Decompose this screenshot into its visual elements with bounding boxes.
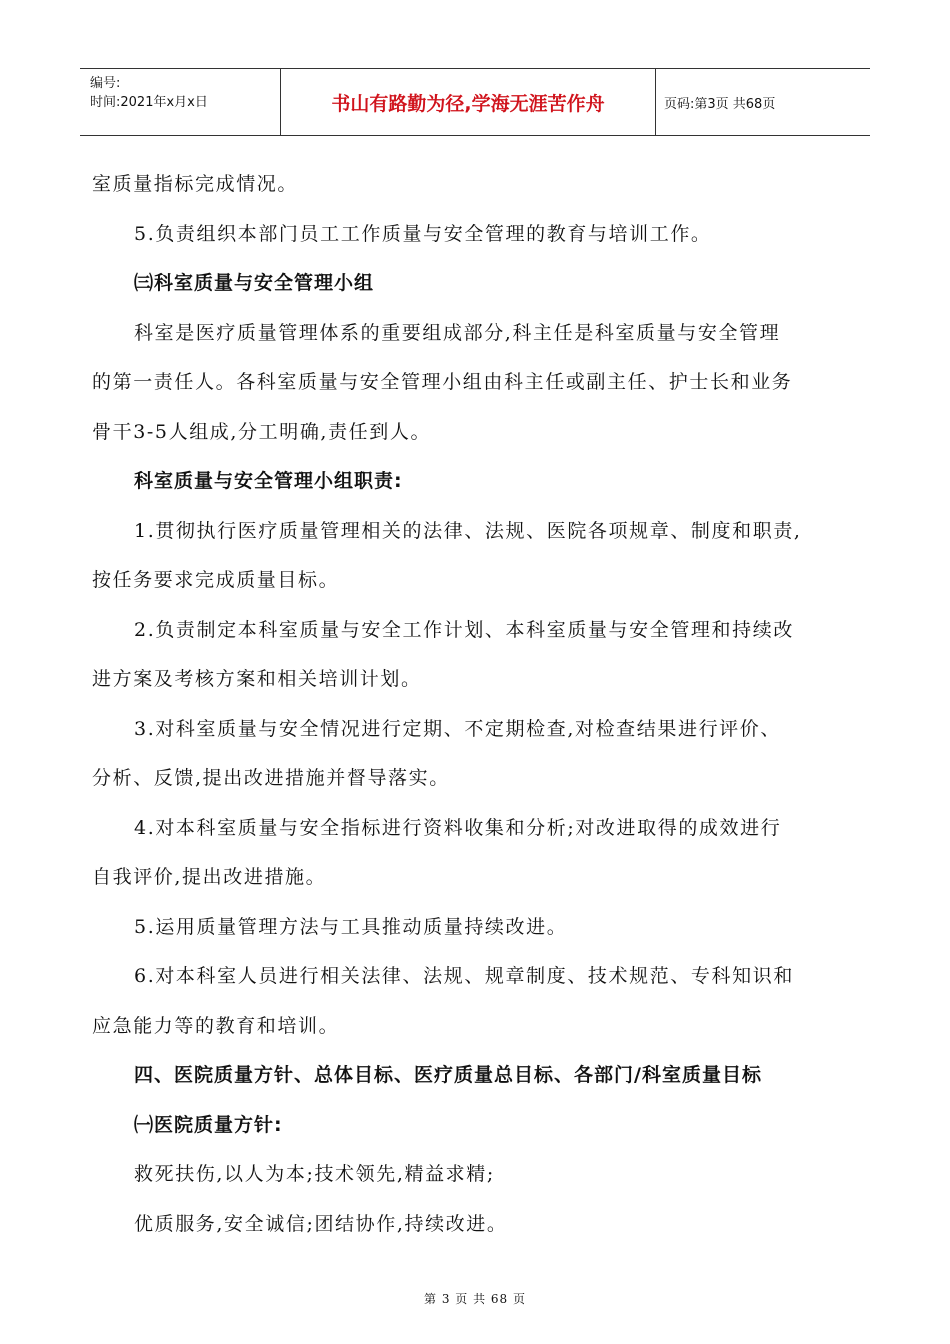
paragraph-line: 救死扶伤,以人为本;技术领先,精益求精;: [134, 1163, 495, 1185]
paragraph-line: 骨干3-5人组成,分工明确,责任到人。: [92, 420, 432, 443]
page-header: [80, 68, 870, 136]
section-heading: 科室质量与安全管理小组职责:: [134, 470, 403, 492]
paragraph-line: 1.贯彻执行医疗质量管理相关的法律、法规、医院各项规章、制度和职责,: [134, 519, 802, 542]
paragraph-line: 3.对科室质量与安全情况进行定期、不定期检查,对检查结果进行评价、: [134, 717, 781, 740]
header-motto: 书山有路勤为径,学海无涯苦作舟: [281, 69, 656, 135]
paragraph-line: 6.对本科室人员进行相关法律、法规、规章制度、技术规范、专科知识和: [134, 965, 794, 987]
section-heading: 四、医院质量方针、总体目标、医疗质量总目标、各部门/科室质量目标: [134, 1064, 762, 1086]
paragraph-line: 按任务要求完成质量目标。: [92, 569, 340, 591]
section-heading: ㈠医院质量方针:: [134, 1113, 283, 1136]
paragraph-line: 应急能力等的教育和培训。: [92, 1014, 340, 1037]
paragraph-line: 进方案及考核方案和相关培训计划。: [92, 668, 422, 690]
paragraph-line: 的第一责任人。各科室质量与安全管理小组由科主任或副主任、护士长和业务: [92, 371, 793, 393]
page-footer: 第 3 页 共 68 页: [424, 1292, 526, 1306]
code-label: 编号:: [90, 76, 121, 91]
paragraph-line: 分析、反馈,提出改进措施并督导落实。: [92, 767, 450, 789]
paragraph-line: 自我评价,提出改进措施。: [92, 866, 327, 888]
paragraph-line: 5.负责组织本部门员工工作质量与安全管理的教育与培训工作。: [134, 222, 712, 245]
section-heading: ㈢科室质量与安全管理小组: [134, 272, 375, 294]
paragraph-line: 2.负责制定本科室质量与安全工作计划、本科室质量与安全管理和持续改: [134, 618, 794, 641]
paragraph-line: 室质量指标完成情况。: [92, 173, 299, 195]
time-label: 时间:2021年x月x日: [90, 95, 208, 110]
paragraph-line: 5.运用质量管理方法与工具推动质量持续改进。: [134, 915, 568, 938]
paragraph-line: 4.对本科室质量与安全指标进行资料收集和分析;对改进取得的成效进行: [134, 816, 782, 839]
header-meta: [80, 69, 281, 135]
paragraph-line: 优质服务,安全诚信;团结协作,持续改进。: [134, 1212, 508, 1235]
paragraph-line: 科室是医疗质量管理体系的重要组成部分,科主任是科室质量与安全管理: [134, 321, 781, 344]
header-page-info: 页码:第3页 共68页: [664, 96, 776, 112]
document-body: [92, 160, 872, 1249]
